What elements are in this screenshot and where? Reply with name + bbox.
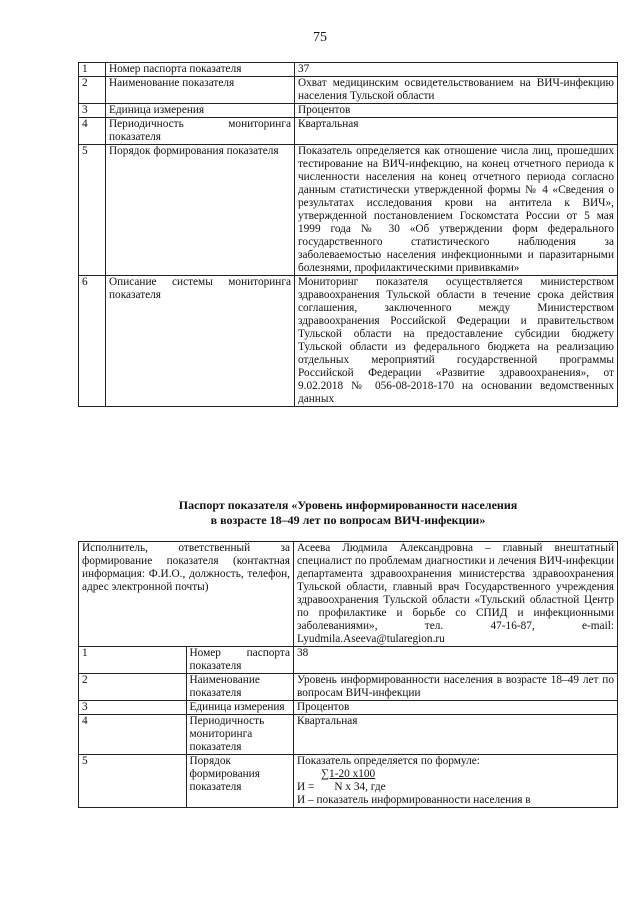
row-number: 1 [79, 647, 187, 674]
heading-line-1: Паспорт показателя «Уровень информированности населения [178, 498, 518, 512]
executor-value: Асеева Людмила Александровна – главный внештатный специалист по проблемам диагностики и лечения ВИЧ-инфекции департамента здравоохранения министерства здравоохранения Тульской области, главный врач Государственного учреждения здравоохранения Тульской области «Тульский областной Центр по профилактике и борьбе со СПИД и инфекционными заболеваниями», тел. 47-16-87, e-mail: Lyudmila.Aseeva@tularegion.ru [294, 542, 618, 647]
executor-row [79, 542, 618, 647]
row-name: Периодичность мониторинга показателя [106, 118, 295, 145]
formula-intro: Показатель определяется по формуле: [297, 755, 480, 767]
row-value: Квартальная [295, 118, 618, 145]
indicator-passport-table-37 [78, 62, 618, 407]
executor-label: Исполнитель, ответственный за формирование показателя (контактная информация: Ф.И.О., должность, телефон, адрес электронной почты) [79, 542, 294, 647]
row-number: 6 [79, 276, 106, 407]
row-value: 37 [295, 63, 618, 77]
row-value [294, 755, 618, 808]
row-number: 2 [79, 674, 187, 701]
row-name: Порядок формирования показателя [106, 145, 295, 276]
table-row [79, 118, 618, 145]
indicator-passport-table-38 [78, 541, 618, 808]
table-row [79, 715, 618, 755]
section-heading [78, 498, 618, 528]
row-name: Номер паспорта показателя [106, 63, 295, 77]
row-number: 4 [79, 118, 106, 145]
table-row [79, 145, 618, 276]
row-name: Описание системы мониторинга показателя [106, 276, 295, 407]
row-name: Порядок формирования показателя [186, 755, 294, 808]
row-name: Единица измерения [186, 701, 294, 715]
row-name: Номер паспорта показателя [186, 647, 294, 674]
table-row [79, 647, 618, 674]
table-row [79, 63, 618, 77]
row-number: 1 [79, 63, 106, 77]
table-row [79, 276, 618, 407]
row-value: Процентов [294, 701, 618, 715]
formula-left: И = [297, 781, 315, 793]
row-number: 5 [79, 755, 187, 808]
row-value: Уровень информированности населения в возрасте 18–49 лет по вопросам ВИЧ-инфекции [294, 674, 618, 701]
table-row [79, 674, 618, 701]
formula-description: И – показатель информированности населения в [297, 794, 531, 806]
row-value: Квартальная [294, 715, 618, 755]
table-row [79, 104, 618, 118]
row-name: Периодичность мониторинга показателя [186, 715, 294, 755]
row-number: 5 [79, 145, 106, 276]
row-number: 3 [79, 104, 106, 118]
row-number: 3 [79, 701, 187, 715]
row-value: Процентов [295, 104, 618, 118]
table-row [79, 755, 618, 808]
formula-numerator: ∑1-20 x100 [321, 768, 376, 780]
row-number: 4 [79, 715, 187, 755]
row-value: Показатель определяется как отношение числа лиц, прошедших тестирование на ВИЧ-инфекцию, на конец отчетного периода к численности населения на конец отчетного периода согласно данным статистически утвержденной формы № 4 «Сведения о результатах исследования крови на антитела к ВИЧ», утвержденной постановлением Госкомстата России от 5 мая 1999 года № 30 «Об утверждении форм федерального государственного статистического наблюдения за заболеваемостью населения инфекционными и паразитарными болезнями, профилактическими прививками» [295, 145, 618, 276]
row-number: 2 [79, 77, 106, 104]
formula-line [297, 781, 614, 794]
formula-right: N x 34, где [334, 781, 386, 793]
heading-line-2: в возрасте 18–49 лет по вопросам ВИЧ-инфекции» [210, 513, 486, 527]
row-value: Охват медицинским освидетельствованием на ВИЧ-инфекцию населения Тульской области [295, 77, 618, 104]
row-value: Мониторинг показателя осуществляется министерством здравоохранения Тульской области в течение срока действия соглашения, заключенного между Министерством здравоохранения Российской Федерации и правительством Тульской области на предоставление субсидии бюджету Тульской области из федерального бюджета на реализацию отдельных мероприятий государственной программы Российской Федерации «Развитие здравоохранения», от 9.02.2018 № 056-08-2018-170 на основании ведомственных данных [295, 276, 618, 407]
table-row [79, 701, 618, 715]
row-value: 38 [294, 647, 618, 674]
table-row [79, 77, 618, 104]
row-name: Наименование показателя [106, 77, 295, 104]
page-number: 75 [313, 30, 327, 45]
row-name: Единица измерения [106, 104, 295, 118]
row-name: Наименование показателя [186, 674, 294, 701]
